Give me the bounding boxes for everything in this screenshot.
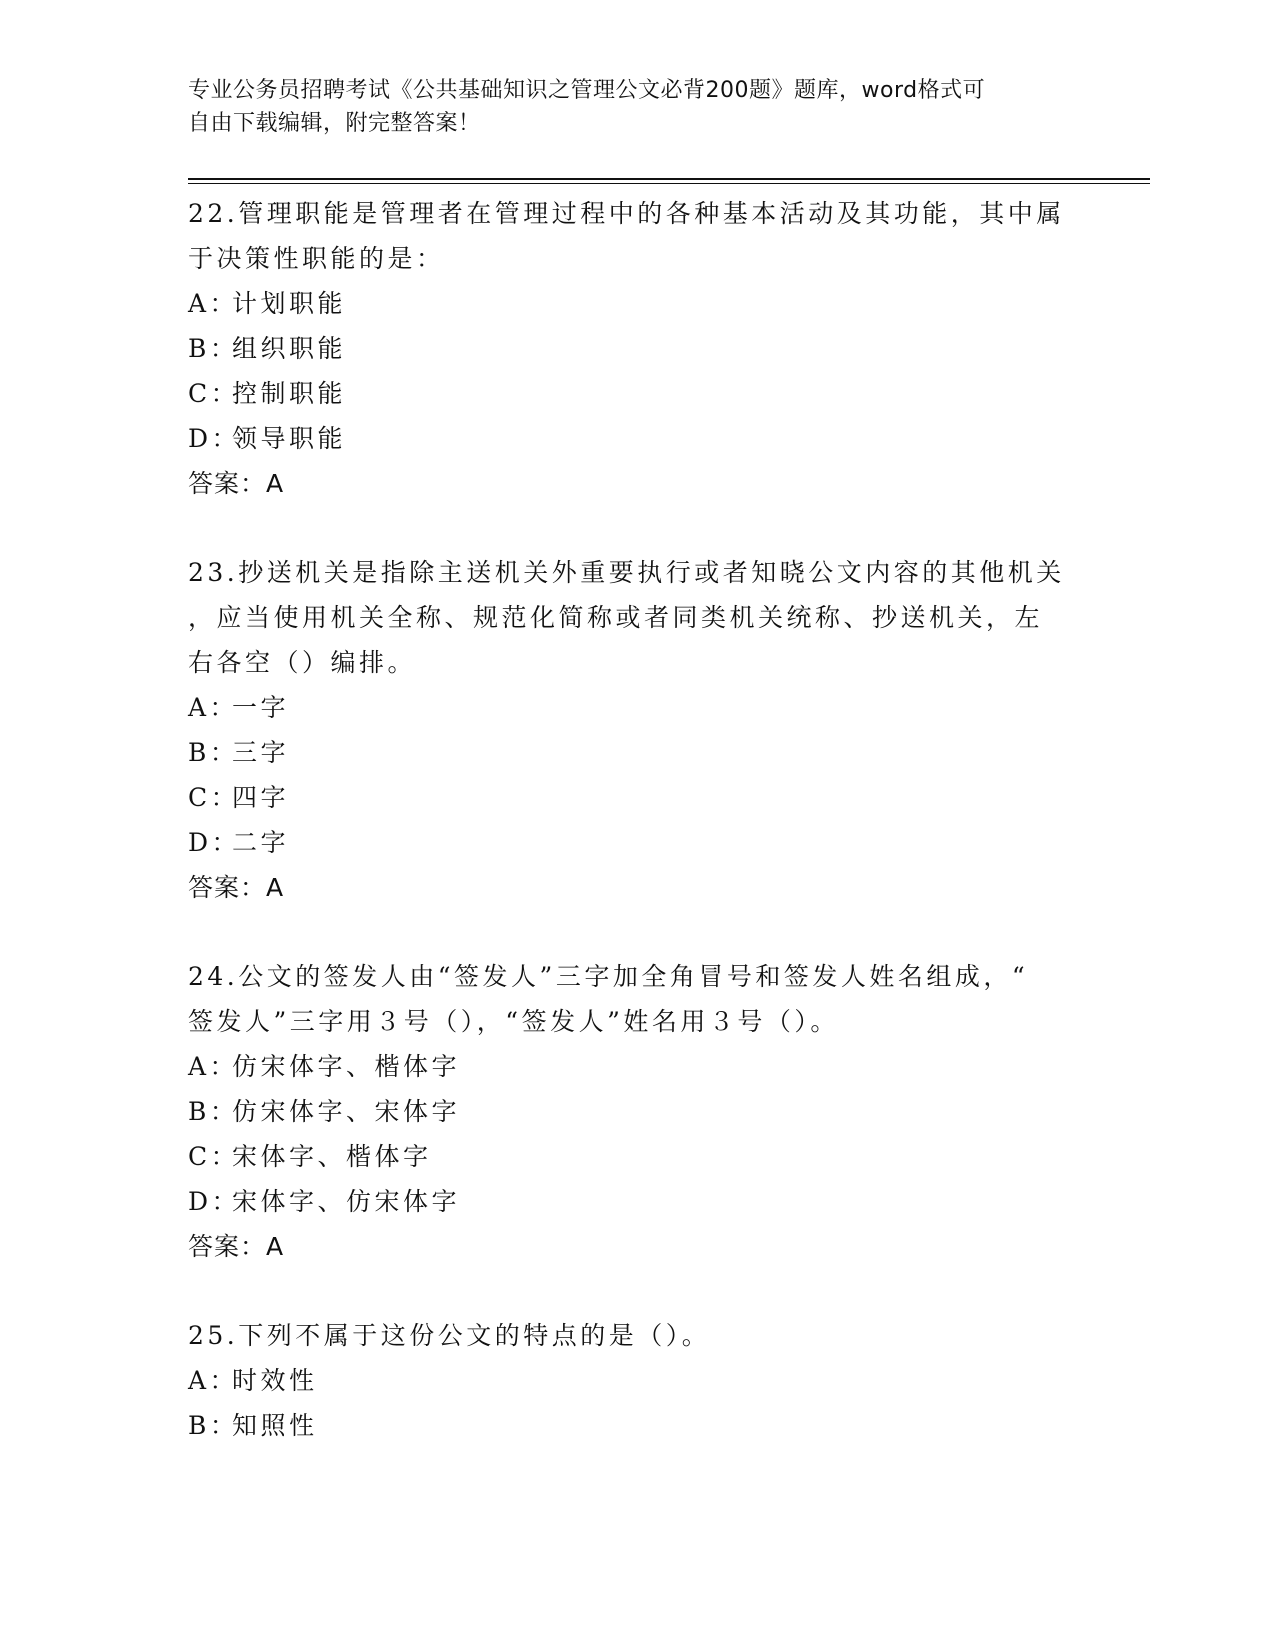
option-text: 一字 xyxy=(232,693,290,722)
question-option xyxy=(188,371,1088,416)
question-answer: 答案：A xyxy=(188,1232,285,1261)
question-option xyxy=(188,1179,1088,1224)
option-text: 计划职能 xyxy=(232,289,347,318)
option-text: 知照性 xyxy=(232,1411,318,1440)
question-stem-line: 23.抄送机关是指除主送机关外重要执行或者知晓公文内容的其他机关 xyxy=(188,558,1065,587)
header-divider-thick xyxy=(188,178,1150,180)
question-stem-line: 于决策性职能的是： xyxy=(188,244,445,273)
question-answer: 答案：A xyxy=(188,469,285,498)
question-option xyxy=(188,1403,1088,1448)
option-letter: A： xyxy=(188,289,239,318)
question-option xyxy=(188,1044,1088,1089)
header-line-1: 专业公务员招聘考试《公共基础知识之管理公文必背200题》题库，word格式可 xyxy=(188,78,986,103)
question-item xyxy=(188,1313,1088,1448)
option-text: 宋体字、楷体字 xyxy=(232,1142,432,1171)
question-stem-line: ，应当使用机关全称、规范化简称或者同类机关统称、抄送机关，左 xyxy=(188,603,1044,632)
option-letter: D： xyxy=(188,424,241,453)
question-stem-line: 右各空（）编排。 xyxy=(188,648,417,677)
option-text: 控制职能 xyxy=(232,379,347,408)
question-option xyxy=(188,416,1088,461)
option-letter: B： xyxy=(188,1411,239,1440)
option-text: 三字 xyxy=(232,738,290,767)
question-option xyxy=(188,281,1088,326)
question-option xyxy=(188,775,1088,820)
question-option xyxy=(188,326,1088,371)
option-letter: A： xyxy=(188,1366,239,1395)
question-stem-line: 24.公文的签发人由“签发人”三字加全角冒号和签发人姓名组成，“ xyxy=(188,962,1029,991)
option-letter: C： xyxy=(188,1142,240,1171)
option-text: 组织职能 xyxy=(232,334,347,363)
question-option xyxy=(188,1089,1088,1134)
option-letter: B： xyxy=(188,738,239,767)
option-text: 四字 xyxy=(232,783,290,812)
option-letter: A： xyxy=(188,1052,239,1081)
option-letter: C： xyxy=(188,379,240,408)
question-option xyxy=(188,1358,1088,1403)
option-text: 领导职能 xyxy=(232,424,347,453)
question-stem-line: 22.管理职能是管理者在管理过程中的各种基本活动及其功能，其中属 xyxy=(188,199,1065,228)
question-item xyxy=(188,191,1088,506)
option-letter: D： xyxy=(188,828,241,857)
option-letter: B： xyxy=(188,1097,239,1126)
question-item xyxy=(188,550,1088,910)
question-stem-line: 签发人”三字用３号（），“签发人”姓名用３号（）。 xyxy=(188,1007,839,1036)
option-text: 二字 xyxy=(232,828,290,857)
option-text: 时效性 xyxy=(232,1366,318,1395)
question-option xyxy=(188,685,1088,730)
question-list xyxy=(188,191,1088,1492)
option-text: 仿宋体字、宋体字 xyxy=(232,1097,461,1126)
option-text: 仿宋体字、楷体字 xyxy=(232,1052,461,1081)
question-answer: 答案：A xyxy=(188,873,285,902)
document-header xyxy=(188,74,1088,140)
question-item xyxy=(188,954,1088,1269)
header-divider-thin xyxy=(188,183,1150,184)
option-letter: B： xyxy=(188,334,239,363)
question-option xyxy=(188,1134,1088,1179)
question-stem-line: 25.下列不属于这份公文的特点的是（）。 xyxy=(188,1321,711,1350)
option-text: 宋体字、仿宋体字 xyxy=(232,1187,461,1216)
question-option xyxy=(188,820,1088,865)
option-letter: D： xyxy=(188,1187,241,1216)
option-letter: C： xyxy=(188,783,240,812)
header-line-2: 自由下载编辑，附完整答案！ xyxy=(188,111,481,136)
option-letter: A： xyxy=(188,693,239,722)
question-option xyxy=(188,730,1088,775)
